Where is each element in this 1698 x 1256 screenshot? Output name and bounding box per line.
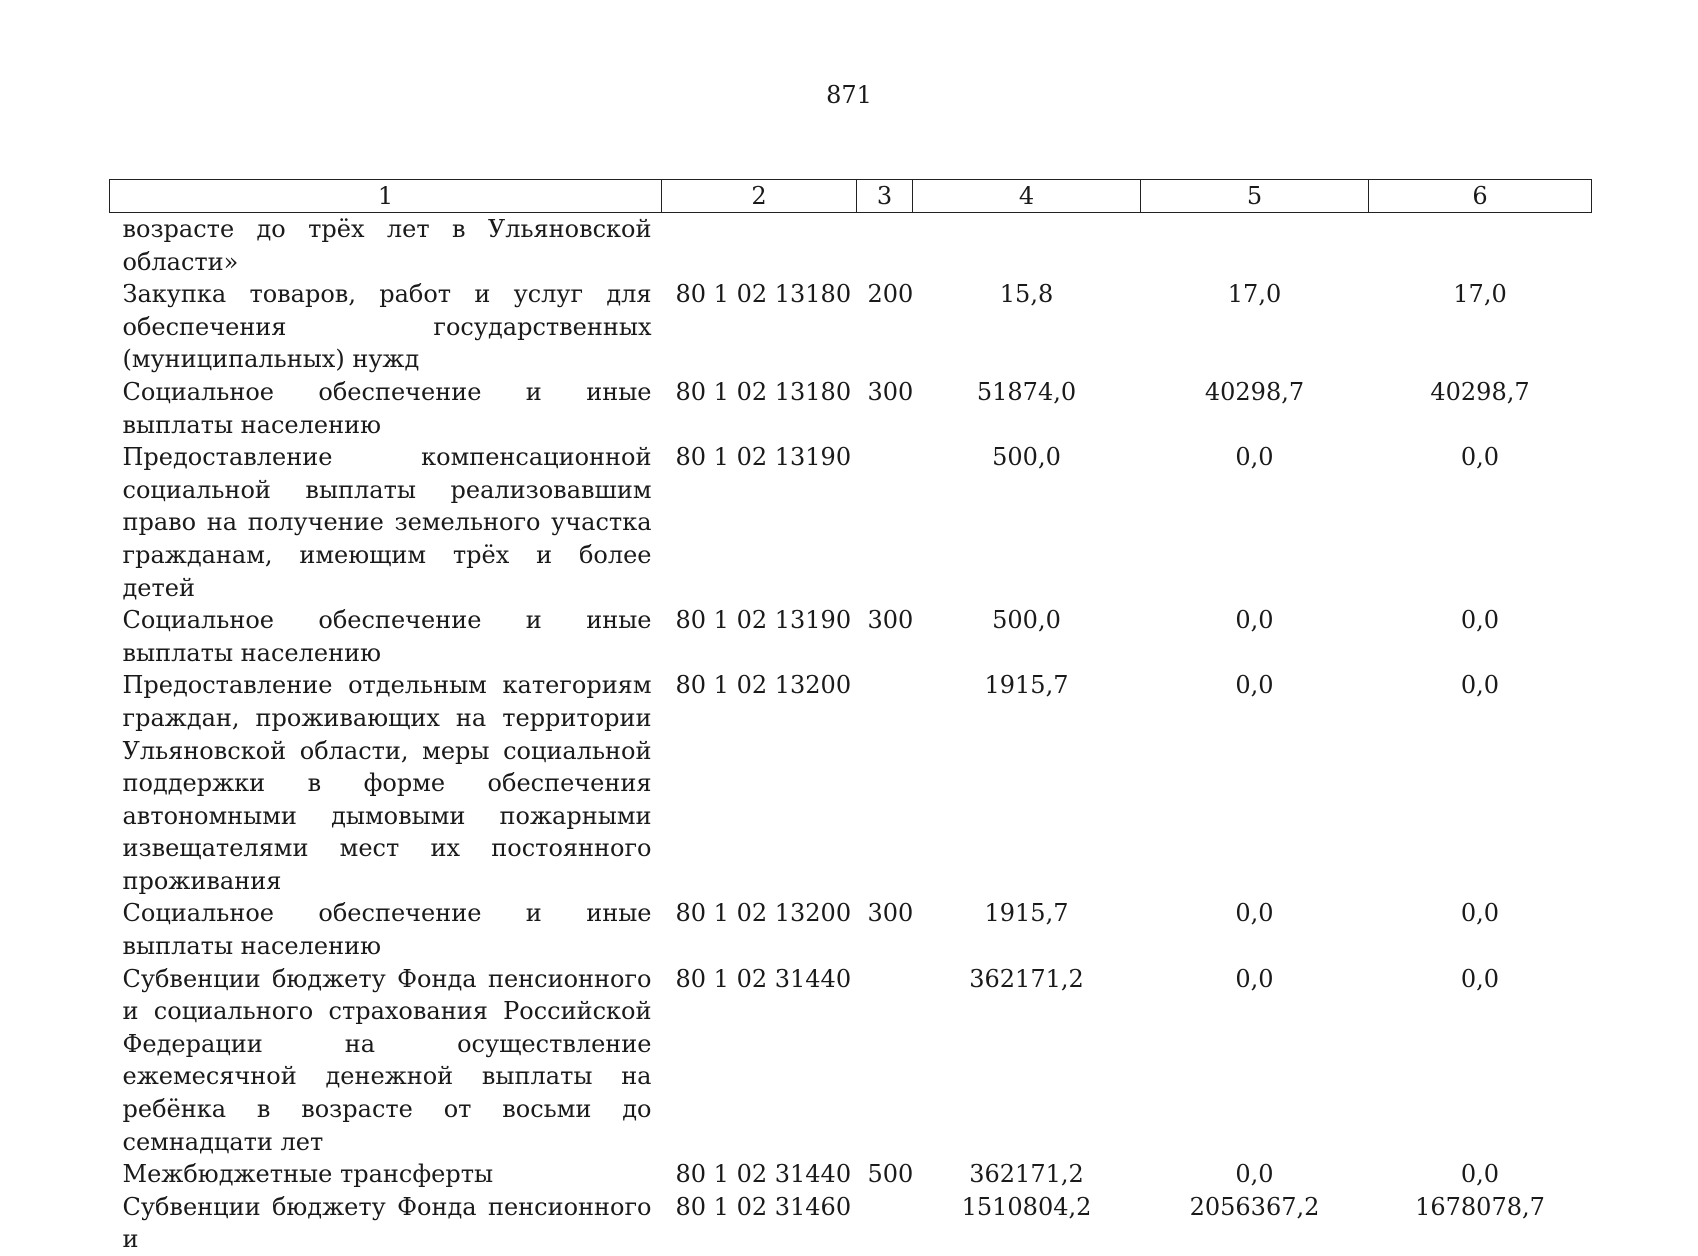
row-description: Социальное обеспечение и иные выплаты населению	[110, 604, 662, 669]
row-target-code: 80 1 02 31440	[662, 963, 857, 1159]
row-amount-col5: 0,0	[1141, 669, 1369, 897]
row-amount-col4: 362171,2	[913, 1158, 1141, 1191]
header-row	[110, 180, 1592, 213]
row-amount-col4: 362171,2	[913, 963, 1141, 1159]
row-amount-col6: 40298,7	[1369, 376, 1592, 441]
row-amount-col6: 0,0	[1369, 1158, 1592, 1191]
row-amount-col4: 1915,7	[913, 897, 1141, 962]
row-description: Предоставление отдельным категориям граждан, проживающих на территории Ульяновской области, меры социальной поддержки в форме обеспечения автономными дымовыми пожарными извещателями мест их постоянного проживания	[110, 669, 662, 897]
row-description: Субвенции бюджету Фонда пенсионного и социального страхования Российской Федерации на осуществление ежемесячной денежной выплаты на ребёнка в возрасте от восьми до семнадцати лет	[110, 963, 662, 1159]
row-target-code: 80 1 02 13180	[662, 278, 857, 376]
row-amount-col5: 0,0	[1141, 963, 1369, 1159]
row-target-code: 80 1 02 13190	[662, 604, 857, 669]
row-amount-col4	[913, 213, 1141, 279]
row-expense-type	[857, 441, 913, 604]
column-header-2: 2	[662, 180, 857, 213]
table-row	[110, 604, 1592, 669]
row-expense-type	[857, 669, 913, 897]
table-row	[110, 441, 1592, 604]
column-header-1: 1	[110, 180, 662, 213]
row-amount-col6: 0,0	[1369, 441, 1592, 604]
row-target-code: 80 1 02 31460	[662, 1191, 857, 1256]
row-amount-col5: 0,0	[1141, 1158, 1369, 1191]
row-amount-col6: 17,0	[1369, 278, 1592, 376]
row-amount-col5: 40298,7	[1141, 376, 1369, 441]
row-amount-col5: 17,0	[1141, 278, 1369, 376]
row-description: Предоставление компенсационной социальной выплаты реализовавшим право на получение земельного участка гражданам, имеющим трёх и более детей	[110, 441, 662, 604]
row-amount-col4: 51874,0	[913, 376, 1141, 441]
table-row	[110, 1158, 1592, 1191]
row-target-code: 80 1 02 13180	[662, 376, 857, 441]
column-header-6: 6	[1369, 180, 1592, 213]
row-amount-col6: 0,0	[1369, 669, 1592, 897]
row-amount-col5	[1141, 213, 1369, 279]
row-amount-col6: 0,0	[1369, 604, 1592, 669]
row-amount-col5: 0,0	[1141, 897, 1369, 962]
row-expense-type: 300	[857, 604, 913, 669]
row-amount-col6: 1678078,7	[1369, 1191, 1592, 1256]
row-expense-type: 300	[857, 897, 913, 962]
row-expense-type: 200	[857, 278, 913, 376]
row-expense-type: 300	[857, 376, 913, 441]
row-target-code: 80 1 02 13190	[662, 441, 857, 604]
row-amount-col6: 0,0	[1369, 897, 1592, 962]
row-expense-type	[857, 213, 913, 279]
row-amount-col4: 1510804,2	[913, 1191, 1141, 1256]
row-amount-col4: 1915,7	[913, 669, 1141, 897]
row-description: Социальное обеспечение и иные выплаты населению	[110, 897, 662, 962]
table-row	[110, 669, 1592, 897]
table-header	[110, 180, 1592, 213]
page-number: 871	[0, 80, 1698, 110]
budget-table	[109, 179, 1592, 1256]
row-amount-col6	[1369, 213, 1592, 279]
table-row	[110, 213, 1592, 279]
row-amount-col6: 0,0	[1369, 963, 1592, 1159]
column-header-3: 3	[857, 180, 913, 213]
row-target-code: 80 1 02 13200	[662, 669, 857, 897]
row-description: Субвенции бюджету Фонда пенсионного и	[110, 1191, 662, 1256]
row-amount-col5: 2056367,2	[1141, 1191, 1369, 1256]
row-amount-col4: 500,0	[913, 604, 1141, 669]
row-description: Межбюджетные трансферты	[110, 1158, 662, 1191]
row-expense-type	[857, 1191, 913, 1256]
row-amount-col5: 0,0	[1141, 604, 1369, 669]
table-row	[110, 963, 1592, 1159]
table-body	[110, 213, 1592, 1256]
row-description: возрасте до трёх лет в Ульяновской области»	[110, 213, 662, 279]
row-expense-type: 500	[857, 1158, 913, 1191]
row-expense-type	[857, 963, 913, 1159]
row-amount-col4: 15,8	[913, 278, 1141, 376]
row-target-code	[662, 213, 857, 279]
row-target-code: 80 1 02 31440	[662, 1158, 857, 1191]
column-header-4: 4	[913, 180, 1141, 213]
table-row	[110, 376, 1592, 441]
row-description: Социальное обеспечение и иные выплаты населению	[110, 376, 662, 441]
table-row	[110, 897, 1592, 962]
row-target-code: 80 1 02 13200	[662, 897, 857, 962]
table-row	[110, 1191, 1592, 1256]
row-description: Закупка товаров, работ и услуг для обеспечения государственных (муниципальных) нужд	[110, 278, 662, 376]
row-amount-col4: 500,0	[913, 441, 1141, 604]
row-amount-col5: 0,0	[1141, 441, 1369, 604]
table-row	[110, 278, 1592, 376]
column-header-5: 5	[1141, 180, 1369, 213]
